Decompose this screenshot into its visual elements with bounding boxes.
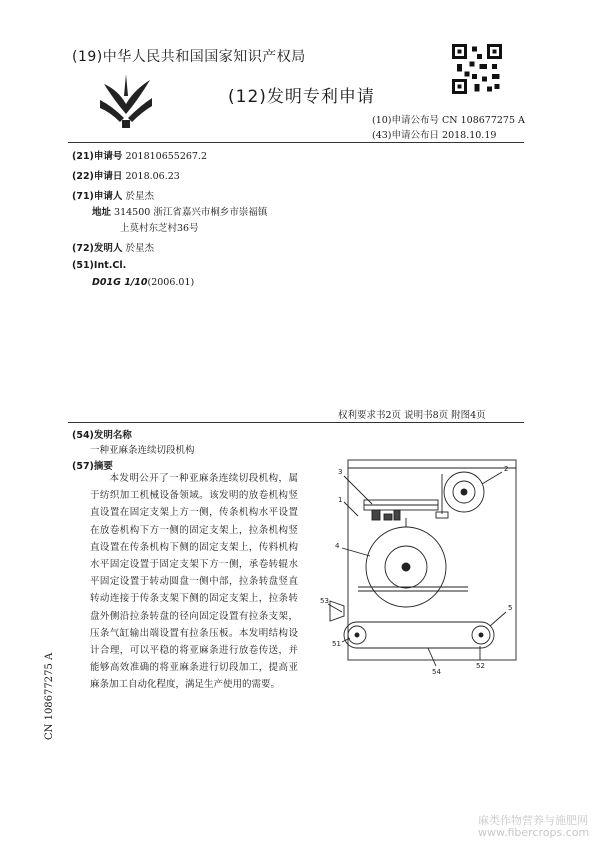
- roller-right-axle: [479, 633, 483, 637]
- clamp-block-c: [394, 510, 400, 520]
- fig-label-4: 4: [335, 542, 340, 550]
- fig-label-1: 1: [338, 496, 343, 504]
- inventor-name: 於星杰: [125, 243, 154, 254]
- fig-label-5: 5: [508, 604, 513, 612]
- applicant-label: (71)申请人: [72, 191, 123, 202]
- abstract-label: (57)摘要: [72, 461, 113, 472]
- watermark-site-name: 麻类作物营养与施肥网: [478, 814, 588, 827]
- side-publication-code: CN 108677275 A: [44, 652, 55, 740]
- application-number-label: (21)申请号: [72, 151, 123, 162]
- cnipa-emblem-icon: [94, 70, 158, 132]
- abstract-figure: [318, 456, 526, 678]
- header-divider: [68, 142, 524, 143]
- intcl-label: (51)Int.Cl.: [72, 260, 127, 271]
- invention-title: 一种亚麻条连续切段机构: [90, 445, 195, 456]
- application-number-row: [72, 148, 207, 162]
- inventor-row: [72, 240, 154, 254]
- intcl-label-row: [72, 260, 126, 271]
- conveyor-belt: [344, 622, 494, 648]
- address-label: 地址: [92, 207, 112, 218]
- leader-54: [428, 648, 436, 666]
- fig-label-53: 53: [320, 597, 329, 605]
- unwinding-reel-axle: [461, 489, 467, 495]
- fig-label-54: 54: [432, 668, 441, 676]
- intcl-row: [92, 277, 194, 288]
- document-type: (12)发明专利申请: [228, 87, 375, 107]
- address-line1: 314500 浙江省嘉兴市桐乡市崇福镇: [114, 207, 268, 218]
- qr-code-icon: [452, 44, 502, 94]
- page-counts-divider: [68, 422, 524, 423]
- fig-label-2: 2: [504, 465, 509, 473]
- publication-number: (10)申请公布号 CN 108677275 A: [372, 115, 525, 126]
- applicant-row: [72, 188, 154, 202]
- address-line2: 上莫村东芝村36号: [120, 223, 199, 234]
- address-row: [92, 204, 267, 218]
- application-date-label: (22)申请日: [72, 171, 123, 182]
- page-counts: 权利要求书2页 说明书8页 附图4页: [338, 410, 486, 421]
- clamp-block-b: [384, 514, 392, 520]
- fig-label-52: 52: [476, 662, 485, 670]
- applicant-name: 於星杰: [125, 191, 154, 202]
- office-name: (19)中华人民共和国国家知识产权局: [72, 49, 306, 65]
- leader-5: [490, 612, 506, 626]
- clamp-block-a: [372, 510, 380, 520]
- application-date: 2018.06.23: [125, 171, 180, 182]
- turntable-axle: [402, 563, 410, 571]
- fig-label-3: 3: [338, 468, 343, 476]
- leader-2: [482, 472, 502, 484]
- watermark-url: www.fibercrops.com: [478, 826, 590, 839]
- fixed-frame: [348, 460, 516, 660]
- inventor-label: (72)发明人: [72, 243, 123, 254]
- abstract-text: [90, 470, 298, 694]
- application-date-row: [72, 168, 180, 182]
- title-label: (54)发明名称: [72, 430, 132, 441]
- roller-left-axle: [355, 633, 359, 637]
- outfeed-chute: [330, 601, 344, 621]
- abstract-body: 本发明公开了一种亚麻条连续切段机构，属于纺织加工机械设备领域。该发明的放卷机构竖直设置在固定支架上方一侧，传条机构水平设置在放卷机构下方一侧的固定支架上，拉条机构竖直设置在传条机构下侧的固定支架上，传料机构水平固定设置于固定支架下方一侧，承卷转辊水平固定设置于转动圆盘一侧中部，拉条转盘竖直转动连接于传条支架下侧的固定支架上，拉条转盘外侧沿拉条转盘的径向固定设置有拉条支架，压条气缸输出端设置有拉条压板。本发明结构设计合理，可以平稳的将亚麻条进行放卷传送，并能够高效准确的将亚麻条进行切段加工，提高亚麻条加工自动化程度，满足生产使用的需要。: [90, 473, 298, 691]
- fig-label-51: 51: [332, 640, 341, 648]
- intcl-code: D01G 1/10: [92, 277, 148, 288]
- publication-date: (43)申请公布日 2018.10.19: [372, 130, 497, 141]
- leader-1: [344, 502, 358, 516]
- leader-4: [342, 548, 370, 556]
- application-number: 201810655267.2: [125, 151, 208, 162]
- intcl-version: (2006.01): [147, 277, 195, 288]
